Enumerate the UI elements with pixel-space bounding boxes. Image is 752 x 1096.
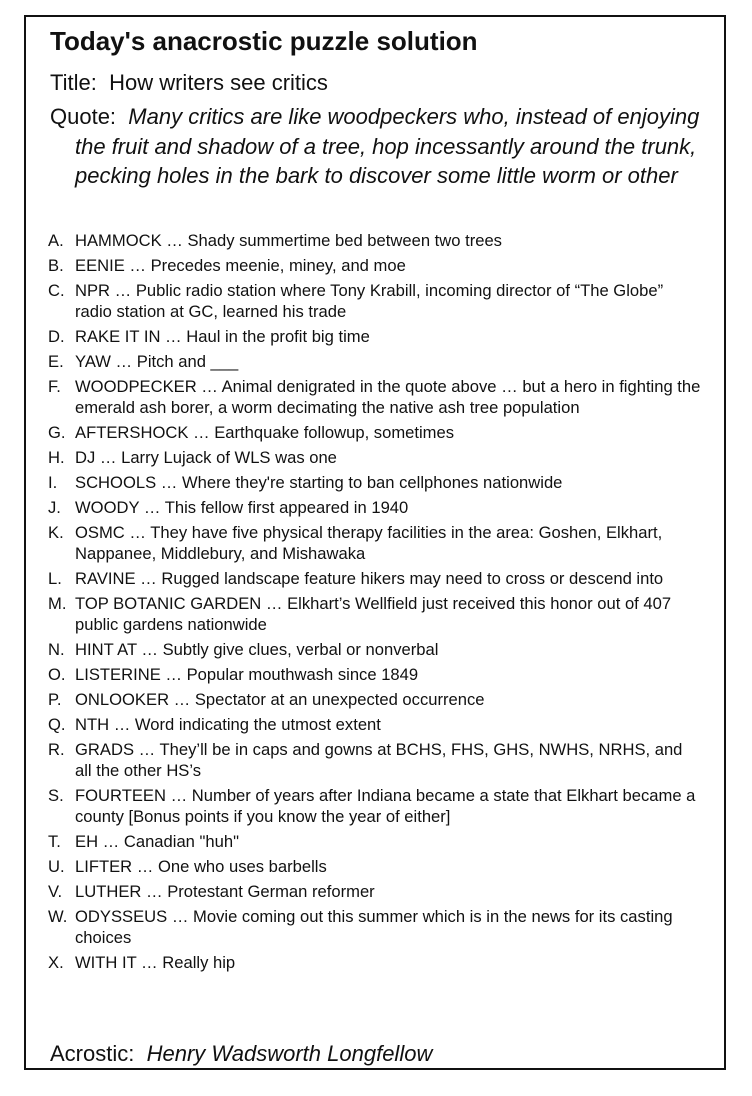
clue-item — [48, 255, 703, 276]
clue-letter: N. — [48, 640, 65, 659]
title-label: Title: — [50, 70, 97, 95]
clue-letter: P. — [48, 690, 62, 709]
clue-text: RAVINE … Rugged landscape feature hikers may need to cross or descend into — [75, 569, 664, 588]
clue-text: EENIE … Precedes meenie, miney, and moe — [75, 256, 406, 275]
clue-letter: I. — [48, 473, 58, 492]
acrostic-answer — [50, 1039, 432, 1069]
clue-text: FOURTEEN … Number of years after Indiana became a state that Elkhart became a county [Bonus points if you know the year of either] — [75, 786, 696, 826]
clue-item — [48, 952, 703, 973]
clue-item — [48, 568, 703, 589]
clue-text: YAW … Pitch and ___ — [75, 352, 239, 371]
page-title: Today's anacrostic puzzle solution — [50, 26, 478, 56]
clue-list — [48, 230, 703, 977]
clue-text: SCHOOLS … Where they're starting to ban cellphones nationwide — [75, 473, 563, 492]
clue-text: LUTHER … Protestant German reformer — [75, 882, 375, 901]
clue-text: AFTERSHOCK … Earthquake followup, sometimes — [75, 423, 455, 442]
clue-letter: X. — [48, 953, 64, 972]
clue-letter: C. — [48, 281, 65, 300]
clue-item — [48, 593, 703, 635]
clue-letter: R. — [48, 740, 65, 759]
clue-text: NPR … Public radio station where Tony Krabill, incoming director of “The Globe” radio station at GC, learned his trade — [75, 281, 664, 321]
clue-text: WITH IT … Really hip — [75, 953, 236, 972]
clue-item — [48, 739, 703, 781]
clue-item — [48, 689, 703, 710]
clue-letter: D. — [48, 327, 65, 346]
clue-item — [48, 906, 703, 948]
clue-letter: T. — [48, 832, 61, 851]
clue-item — [48, 351, 703, 372]
clue-letter: W. — [48, 907, 68, 926]
clue-letter: M. — [48, 594, 67, 613]
clue-item — [48, 472, 703, 493]
quote-label: Quote: — [50, 104, 117, 129]
clue-item — [48, 422, 703, 443]
clue-text: NTH … Word indicating the utmost extent — [75, 715, 381, 734]
clue-text: TOP BOTANIC GARDEN … Elkhart’s Wellfield just received this honor out of 407 public gardens nationwide — [75, 594, 672, 634]
clue-letter: G. — [48, 423, 66, 442]
clue-letter: S. — [48, 786, 64, 805]
clue-text: EH … Canadian "huh" — [75, 832, 239, 851]
clue-text: WOODY … This fellow first appeared in 1940 — [75, 498, 409, 517]
clue-letter: V. — [48, 882, 63, 901]
clue-item — [48, 447, 703, 468]
clue-text: WOODPECKER … Animal denigrated in the quote above … but a hero in fighting the emerald ash borer, a worm decimating the native ash tree population — [75, 377, 701, 417]
clue-text: LIFTER … One who uses barbells — [75, 857, 327, 876]
clue-item — [48, 326, 703, 347]
clue-letter: F. — [48, 377, 61, 396]
acrostic-label: Acrostic: — [50, 1041, 135, 1066]
clue-item — [48, 280, 703, 322]
clue-letter: J. — [48, 498, 61, 517]
clue-text: LISTERINE … Popular mouthwash since 1849 — [75, 665, 419, 684]
clue-item — [48, 522, 703, 564]
puzzle-title — [50, 68, 328, 98]
clue-text: ONLOOKER … Spectator at an unexpected occurrence — [75, 690, 485, 709]
clue-letter: H. — [48, 448, 65, 467]
clue-text: ODYSSEUS … Movie coming out this summer which is in the news for its casting choices — [75, 907, 673, 947]
clue-letter: L. — [48, 569, 62, 588]
clue-letter: K. — [48, 523, 64, 542]
clue-text: GRADS … They’ll be in caps and gowns at BCHS, FHS, GHS, NWHS, NRHS, and all the other HS’s — [75, 740, 683, 780]
clue-item — [48, 639, 703, 660]
clue-item — [48, 497, 703, 518]
clue-item — [48, 714, 703, 735]
clue-text: HINT AT … Subtly give clues, verbal or nonverbal — [75, 640, 439, 659]
clue-letter: O. — [48, 665, 66, 684]
quote-text: Many critics are like woodpeckers who, instead of enjoying the fruit and shadow of a tree, hop incessantly around the trunk, pecking holes in the bark to discover some little worm or other — [75, 104, 700, 188]
clue-letter: A. — [48, 231, 64, 250]
clue-letter: B. — [48, 256, 64, 275]
clue-item — [48, 856, 703, 877]
clue-letter: E. — [48, 352, 64, 371]
title-value: How writers see critics — [109, 70, 328, 95]
clue-text: OSMC … They have five physical therapy facilities in the area: Goshen, Elkhart, Nappanee, Middlebury, and Mishawaka — [75, 523, 663, 563]
acrostic-value: Henry Wadsworth Longfellow — [146, 1041, 433, 1066]
puzzle-quote — [50, 102, 700, 191]
clue-item — [48, 376, 703, 418]
clue-item — [48, 230, 703, 251]
clue-item — [48, 881, 703, 902]
clue-text: DJ … Larry Lujack of WLS was one — [75, 448, 337, 467]
clue-item — [48, 664, 703, 685]
clue-letter: Q. — [48, 715, 66, 734]
clue-text: HAMMOCK … Shady summertime bed between two trees — [75, 231, 502, 250]
clue-letter: U. — [48, 857, 65, 876]
clue-item — [48, 831, 703, 852]
clue-item — [48, 785, 703, 827]
clue-text: RAKE IT IN … Haul in the profit big time — [75, 327, 370, 346]
